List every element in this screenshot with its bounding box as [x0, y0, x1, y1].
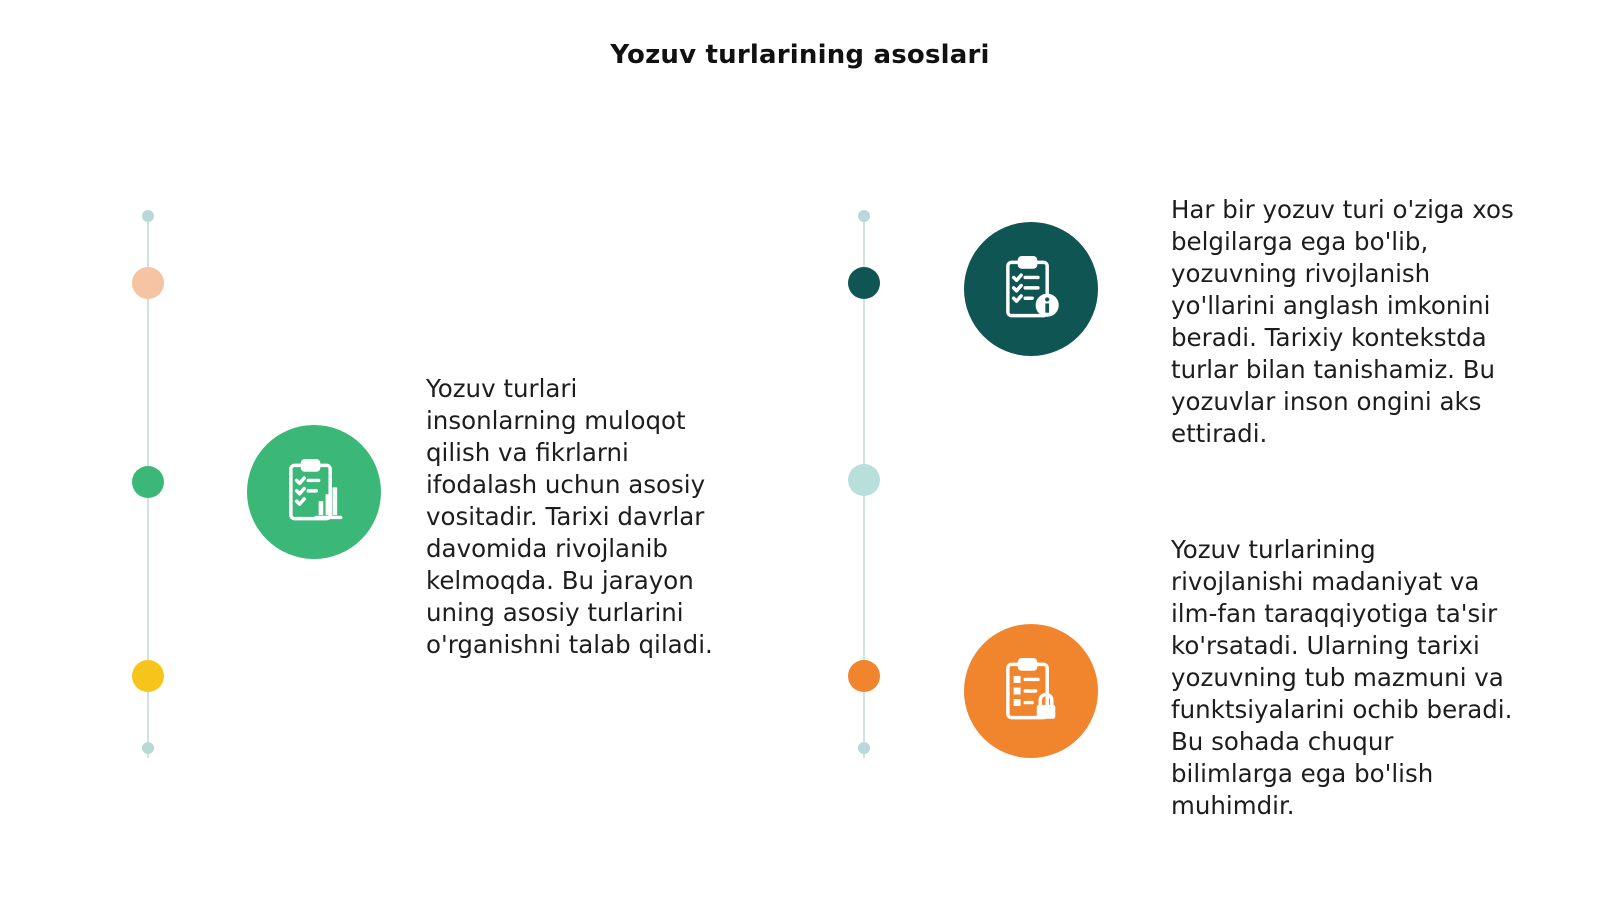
item-text: Yozuv turlarining rivojlanishi madaniyat va ilm-fan taraqqiyotiga ta'sir ko'rsatadi. Ularning tarixi yozuvning tub mazmuni va funktsiyalarini ochib beradi. Bu sohada chuqur bilimlarga ega bo'lish muhimdir. [1171, 535, 1513, 820]
clipboard-chart-icon [247, 425, 381, 559]
clipboard-lock-icon [964, 624, 1098, 758]
timeline-dot-yellow [132, 660, 164, 692]
timeline-dot-orange [848, 660, 880, 692]
timeline-start-dot [858, 210, 870, 222]
clipboard-info-icon [964, 222, 1098, 356]
timeline-dot-green [132, 466, 164, 498]
timeline-dot-peach [132, 267, 164, 299]
left-timeline [128, 210, 168, 770]
timeline-dot-light-teal [848, 464, 880, 496]
timeline-end-dot [142, 742, 154, 754]
timeline-start-dot [142, 210, 154, 222]
slide-title: Yozuv turlarining asoslari [610, 40, 990, 70]
item-text: Yozuv turlari insonlarning muloqot qilish va fikrlarni ifodalash uchun asosiy vositadir. Tarixi davrlar davomida rivojlanib kelmoqda. Bu jarayon uning asosiy turlarini o'rganishni talab qiladi. [426, 374, 713, 659]
timeline-dot-dark-teal [848, 267, 880, 299]
timeline-end-dot [858, 742, 870, 754]
item-text: Har bir yozuv turi o'ziga xos belgilarga ega bo'lib, yozuvning rivojlanish yo'llarini anglash imkonini beradi. Tarixiy kontekstda turlar bilan tanishamiz. Bu yozuvlar inson ongini aks ettiradi. [1171, 195, 1514, 448]
right-timeline [844, 210, 884, 770]
